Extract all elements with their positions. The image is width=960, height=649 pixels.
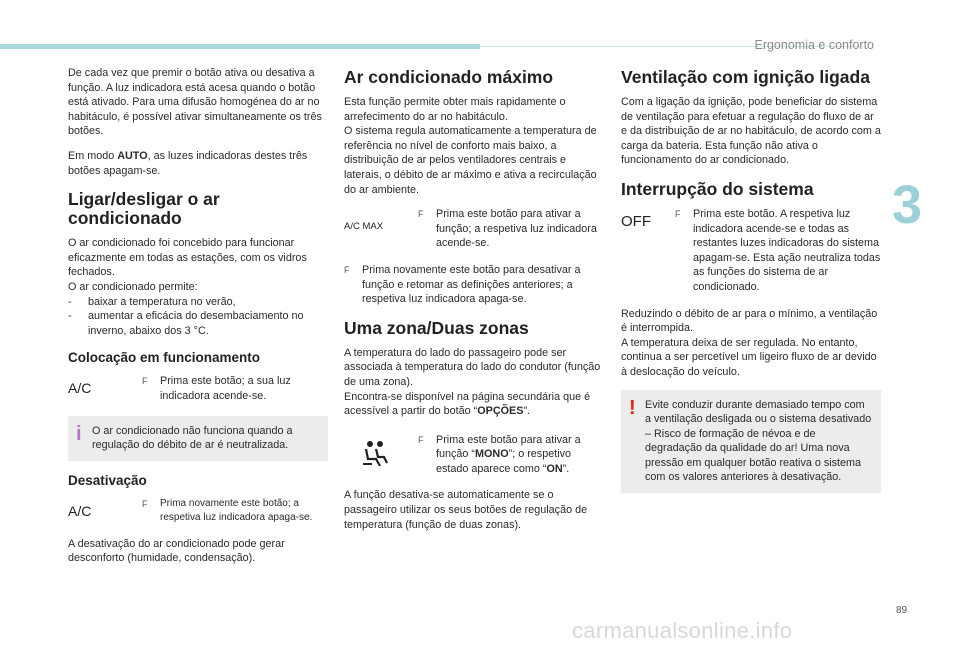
heading-ar-condicionado-maximo: Ar condicionado máximo xyxy=(344,67,554,87)
paragraph: Encontra-se disponível na página secundária que é acessível a partir do botão “OPÇÕES”. xyxy=(344,390,591,418)
chapter-number: 3 xyxy=(892,175,923,235)
bullet-icon: F xyxy=(142,376,148,387)
paragraph: Com a ligação da ignição, pode beneficiar do sistema de ventilação para efetuar a regulação do fluxo de ar e da distribuição de ar no habitáculo, de acordo com a carga da bateria. Esta função não ativa o funcionamento do ar condicionado. xyxy=(621,96,881,167)
column-left xyxy=(68,66,328,576)
ac-button-icon: A/C xyxy=(68,380,92,397)
mono-seat-icon xyxy=(344,433,418,472)
warning-box xyxy=(621,390,881,494)
heading-interrupcao: Interrupção do sistema xyxy=(621,178,814,199)
instruction-text: Prima este botão para ativar a função “MONO”; o respetivo estado aparece como “ON”. xyxy=(436,433,581,475)
ac-button-icon: A/C xyxy=(68,502,92,519)
warning-text: Evite conduzir durante demasiado tempo com a ventilação desligada ou o sistema desativado – Risco de formação de névoa e de degradação da qualidade do ar! Uma nova pressão em qualquer botão reativa o sistema com os valores anteriores à desativação. xyxy=(645,398,872,484)
paragraph: A função desativa-se automaticamente se o passageiro utilizar os seus botões de regulação de temperatura (função de duas zonas). xyxy=(344,489,588,531)
instruction-text: Prima este botão. A respetiva luz indicadora acende-se e todas as restantes luzes indicadoras do sistema apagam-se. Esta ação neutraliza todas as funções do sistema de ar condicionado. xyxy=(693,207,881,293)
feature-list xyxy=(68,295,328,339)
paragraph: Esta função permite obter mais rapidamente o arrefecimento do ar no habitáculo. xyxy=(344,96,566,123)
bullet-icon: F xyxy=(675,208,681,219)
heading-desativacao: Desativação xyxy=(68,472,147,488)
bullet-icon: F xyxy=(344,264,350,275)
mono-instruction xyxy=(344,433,604,477)
instruction-text: Prima novamente este botão para desativar a função e retomar as definições anteriores; a respetiva luz indicadora apaga-se. xyxy=(362,263,581,306)
info-box xyxy=(68,416,328,461)
section-title: Ergonomia e conforto xyxy=(754,38,874,52)
list-item: - aumentar a eficácia do desembaciamento no inverno, abaixo dos 3 °C. xyxy=(68,309,328,338)
paragraph: A temperatura deixa de ser regulada. No entanto, continua a ser percetível um ligeiro fluxo de ar devido à deslocação do veículo. xyxy=(621,336,877,378)
off-button-icon: OFF xyxy=(621,212,651,230)
info-icon: i xyxy=(76,422,82,445)
heading-colocacao: Colocação em funcionamento xyxy=(68,350,261,366)
watermark: carmanualsonline.info xyxy=(572,618,793,643)
paragraph: De cada vez que premir o botão ativa ou desativa a função. A luz indicadora está acesa quando o botão está ativado. Para uma difusão homogénea do ar no habitáculo, é possível ativar simultaneamente os três botões. xyxy=(68,67,322,138)
heading-uma-zona-duas-zonas: Uma zona/Duas zonas xyxy=(344,317,529,338)
bullet-icon: F xyxy=(418,434,424,445)
warning-icon: ! xyxy=(629,396,636,419)
instruction-text: Prima este botão; a sua luz indicadora acende-se. xyxy=(160,375,291,402)
instruction-text: Prima este botão para ativar a função; a respetiva luz indicadora acende-se. xyxy=(436,208,597,250)
paragraph: A temperatura do lado do passageiro pode ser associada à temperatura do lado do condutor (função de uma zona). xyxy=(344,346,601,388)
bullet-icon: F xyxy=(418,209,424,220)
column-right xyxy=(621,66,881,505)
ac-on-instruction xyxy=(68,374,328,403)
page-number: 89 xyxy=(896,605,908,616)
bullet-icon: F xyxy=(142,498,148,509)
acmax-instruction xyxy=(344,207,604,251)
instruction-text: Prima novamente este botão; a respetiva luz indicadora apaga-se. xyxy=(160,497,313,523)
paragraph: O ar condicionado foi concebido para funcionar eficazmente em todas as estações, com os vidros fechados. xyxy=(68,237,307,279)
paragraph: Em modo AUTO, as luzes indicadoras destes três botões apagam-se. xyxy=(68,149,308,177)
info-text: O ar condicionado não funciona quando a regulação do débito de ar é neutralizada. xyxy=(92,424,293,452)
column-middle xyxy=(344,66,604,542)
ac-off-instruction xyxy=(68,497,328,525)
paragraph: A desativação do ar condicionado pode gerar desconforto (humidade, condensação). xyxy=(68,537,285,565)
heading-ventilacao: Ventilação com ignição ligada xyxy=(621,67,870,87)
deactivate-instruction xyxy=(344,263,604,307)
paragraph: O sistema regula automaticamente a temperatura de referência no nível de conforto mais baixo, a distribuição de ar pelos ventiladores centrais e laterais, o débito de ar máximo e ativa a recirculação do ar ambiente. xyxy=(344,125,597,196)
paragraph: Reduzindo o débito de ar para o mínimo, a ventilação é interrompida. xyxy=(621,307,878,335)
off-instruction xyxy=(621,207,881,295)
header-accent-bar xyxy=(0,44,480,49)
acmax-button-icon: A/C MAX xyxy=(344,221,384,233)
paragraph: O ar condicionado permite: xyxy=(68,280,198,293)
heading-ligar-desligar: Ligar/desligar o ar condicionado xyxy=(68,189,220,229)
list-item: - baixar a temperatura no verão, xyxy=(68,295,328,310)
